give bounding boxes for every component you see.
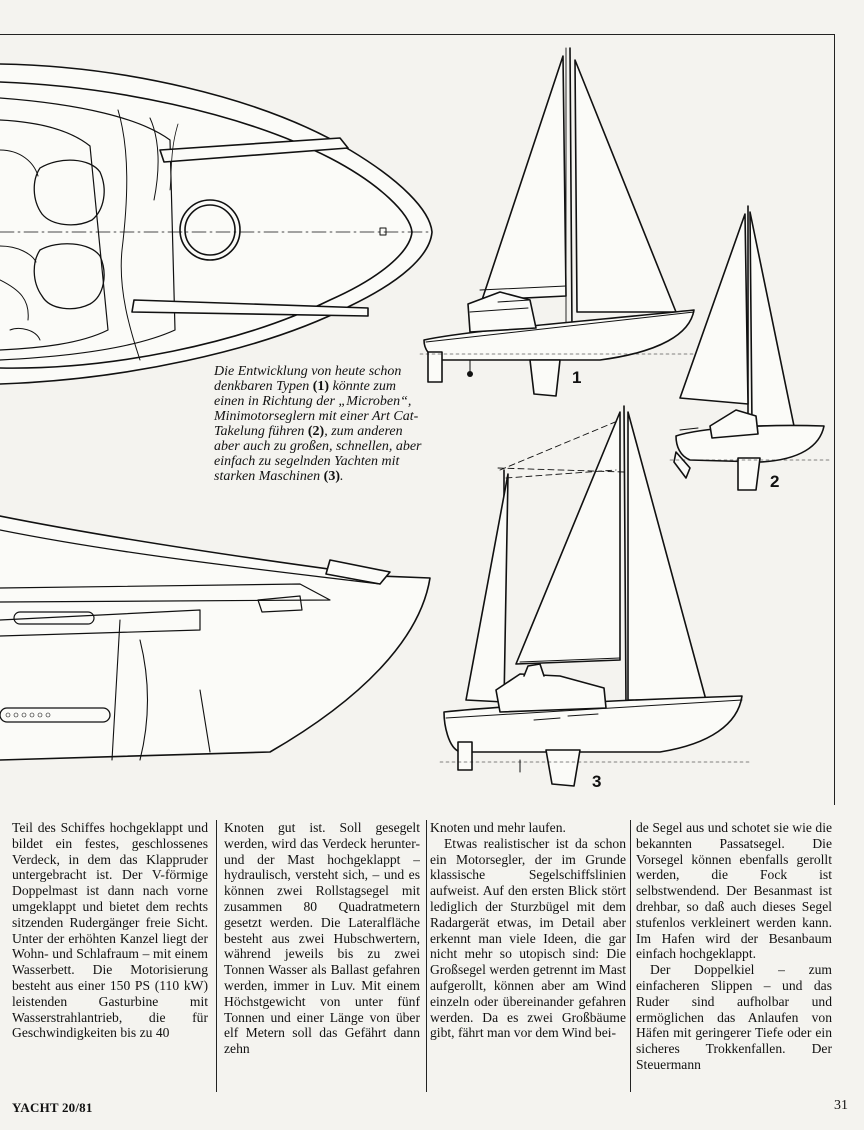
caption-figure-ref: (3) [323, 469, 340, 484]
text-column-3 [430, 820, 626, 1090]
text-column-2 [224, 820, 420, 1090]
figure-caption [214, 364, 428, 484]
footer-issue: YACHT 20/81 [12, 1100, 93, 1115]
boat-1-motorsailer [420, 48, 700, 396]
column-paragraph: Etwas realistischer ist da schon ein Motorsegler, der im Grunde klassische Segelschiffslinien aufweist. Auf den ersten Blick stört lediglich der Sturzbügel mit dem Radargerät etwas, im Detail aber erkennt man viele Ideen, die gar nicht mehr so utopisch sind: Die Großsegel werden getrennt im Mast aufgerollt, können aber am Wind einzeln oder übereinander gefahren werden. Da es zwei Großbäume gibt, fährt man vor dem Wind bei- [430, 835, 626, 1041]
column-divider [216, 820, 217, 1092]
side-view-futuristic-boat [0, 516, 430, 760]
column-paragraph: Knoten und mehr laufen. [430, 820, 566, 835]
column-paragraph: Der Doppelkiel – zum einfacheren Slippen – und das Ruder sind aufholbar und ermöglichen das Anlaufen von Häfen mit geringerer Tiefe oder ein sicheres Trokkenfallen. Der Steuermann [636, 962, 832, 1072]
caption-text: könnte zum einen in Richtung der „Microben“, Minimotorseglern mit einer Art Cat-Takelung führen [214, 379, 419, 439]
column-paragraph: Knoten gut ist. Soll gesegelt werden, wird das Verdeck herunter- und der Mast hochgeklappt – hydraulisch, versteht sich, – und es können zwei Rollstagsegel mit zusammen 80 Quadratmetern gesetzt werden. Die Lateralfläche besteht aus zwei Hubschwertern, während jeweils bis zu zwei Tonnen Wasser als Ballast gefahren werden, immer in Luv. Mit einem Höchstgewicht von unter fünf Tonnen und einer Länge von über elf Metern soll das Gefährt dann zehn [224, 820, 420, 1057]
caption-text: Die Entwicklung von heute schon denkbaren Typen [214, 364, 402, 394]
column-paragraph: de Segel aus und schotet sie wie die bekannten Passatsegel. Die Vorsegel können ebenfalls gerollt werden, die Fock ist selbstwendend. Der Besanmast ist drehbar, so daß auch dieses Segel stufenlos verkleinert werden kann. Im Hafen wird der Besanbaum einfach hochgeklappt. [636, 820, 832, 962]
figure-label-3: 3 [592, 772, 602, 791]
column-divider [426, 820, 427, 1092]
figure-label-1: 1 [572, 368, 582, 387]
caption-figure-ref: (1) [312, 379, 330, 394]
caption-figure-ref: (2) [307, 424, 325, 439]
text-column-4 [636, 820, 832, 1090]
boat-2-catboat [670, 206, 830, 490]
deck-plan-top-view [0, 64, 432, 384]
column-divider [630, 820, 631, 1092]
caption-text: , zum anderen aber auch zu großen, schnellen, aber einfach zu segelnden Yachten mit starken Maschinen [214, 424, 422, 484]
figure-label-2: 2 [770, 472, 780, 491]
text-column-1 [12, 820, 208, 1090]
boat-3-ketch [440, 406, 750, 786]
page-number: 31 [834, 1098, 848, 1113]
column-paragraph: Teil des Schiffes hochgeklappt und bildet ein festes, geschlossenes Verdeck, in dem das Klappruder untergebracht ist. Der V-förmige Doppelmast ist dann nach vorne umgeklappt und bietet dem rechts sitzenden Rudergänger freie Sicht. Unter der erhöhten Kanzel liegt der Wohn- und Schlafraum – mit einem Wasserbett. Die Motorisierung besteht aus einer 150 PS (110 kW) leistenden Gasturbine mit Wasserstrahlantrieb, die für Geschwindigkeiten bis zu 40 [12, 820, 208, 1041]
caption-text: . [339, 469, 344, 484]
